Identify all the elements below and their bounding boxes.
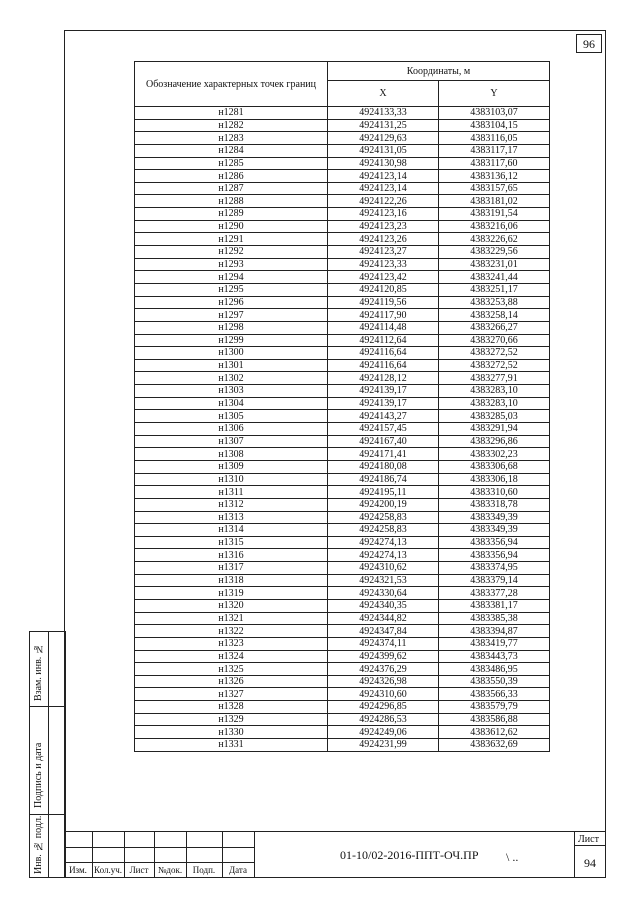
point-name-cell: н1284 xyxy=(135,144,328,157)
x-cell: 4924119,56 xyxy=(328,296,439,309)
point-name-cell: н1330 xyxy=(135,726,328,739)
table-row xyxy=(135,486,550,499)
point-name-cell: н1295 xyxy=(135,283,328,296)
table-row xyxy=(135,220,550,233)
y-cell: 4383296,86 xyxy=(439,435,550,448)
table-row xyxy=(135,334,550,347)
header-point-name: Обозначение характерных точек границ xyxy=(135,62,328,107)
x-cell: 4924120,85 xyxy=(328,283,439,296)
stamp-label-data: Дата xyxy=(229,865,247,875)
x-cell: 4924114,48 xyxy=(328,321,439,334)
point-name-cell: н1328 xyxy=(135,701,328,714)
table-row xyxy=(135,170,550,183)
x-cell: 4924133,33 xyxy=(328,107,439,120)
point-name-cell: н1289 xyxy=(135,208,328,221)
table-row xyxy=(135,423,550,436)
x-cell: 4924310,62 xyxy=(328,562,439,575)
x-cell: 4924274,13 xyxy=(328,549,439,562)
table-row xyxy=(135,726,550,739)
coordinates-table xyxy=(134,61,550,752)
point-name-cell: н1298 xyxy=(135,321,328,334)
x-cell: 4924258,83 xyxy=(328,524,439,537)
table-row xyxy=(135,233,550,246)
y-cell: 4383291,94 xyxy=(439,423,550,436)
stamp-label-izm: Изм. xyxy=(69,865,87,875)
point-name-cell: н1304 xyxy=(135,397,328,410)
y-cell: 4383266,27 xyxy=(439,321,550,334)
point-name-cell: н1293 xyxy=(135,258,328,271)
point-name-cell: н1291 xyxy=(135,233,328,246)
table-row xyxy=(135,410,550,423)
table-row xyxy=(135,612,550,625)
point-name-cell: н1312 xyxy=(135,498,328,511)
x-cell: 4924123,27 xyxy=(328,246,439,259)
x-cell: 4924123,14 xyxy=(328,170,439,183)
side-label-podpis: Подпись и дата xyxy=(33,742,44,808)
list-number: 94 xyxy=(584,856,596,870)
x-cell: 4924186,74 xyxy=(328,473,439,486)
stamp-label-ndok: №док. xyxy=(157,865,183,875)
x-cell: 4924143,27 xyxy=(328,410,439,423)
x-cell: 4924131,05 xyxy=(328,144,439,157)
x-cell: 4924130,98 xyxy=(328,157,439,170)
x-cell: 4924231,99 xyxy=(328,739,439,752)
y-cell: 4383379,14 xyxy=(439,574,550,587)
x-cell: 4924274,13 xyxy=(328,536,439,549)
table-row xyxy=(135,321,550,334)
header-coordinates: Координаты, м xyxy=(328,62,550,81)
y-cell: 4383612,62 xyxy=(439,726,550,739)
y-cell: 4383136,12 xyxy=(439,170,550,183)
point-name-cell: н1283 xyxy=(135,132,328,145)
y-cell: 4383283,10 xyxy=(439,385,550,398)
point-name-cell: н1310 xyxy=(135,473,328,486)
point-name-cell: н1282 xyxy=(135,119,328,132)
table-row xyxy=(135,675,550,688)
table-row xyxy=(135,309,550,322)
side-label-inv: Инв. № подл. xyxy=(33,815,44,874)
table-row xyxy=(135,397,550,410)
point-name-cell: н1286 xyxy=(135,170,328,183)
point-name-cell: н1331 xyxy=(135,739,328,752)
x-cell: 4924123,33 xyxy=(328,258,439,271)
point-name-cell: н1329 xyxy=(135,713,328,726)
table-body xyxy=(135,107,550,752)
y-cell: 4383251,17 xyxy=(439,283,550,296)
point-name-cell: н1281 xyxy=(135,107,328,120)
point-name-cell: н1327 xyxy=(135,688,328,701)
x-cell: 4924131,25 xyxy=(328,119,439,132)
point-name-cell: н1302 xyxy=(135,372,328,385)
table-row xyxy=(135,688,550,701)
x-cell: 4924200,19 xyxy=(328,498,439,511)
x-cell: 4924128,12 xyxy=(328,372,439,385)
table-row xyxy=(135,195,550,208)
y-cell: 4383253,88 xyxy=(439,296,550,309)
header-x: X xyxy=(328,81,439,107)
y-cell: 4383157,65 xyxy=(439,182,550,195)
x-cell: 4924116,64 xyxy=(328,347,439,360)
y-cell: 4383277,91 xyxy=(439,372,550,385)
x-cell: 4924195,11 xyxy=(328,486,439,499)
y-cell: 4383306,68 xyxy=(439,460,550,473)
y-cell: 4383229,56 xyxy=(439,246,550,259)
y-cell: 4383374,95 xyxy=(439,562,550,575)
y-cell: 4383117,60 xyxy=(439,157,550,170)
point-name-cell: н1309 xyxy=(135,460,328,473)
y-cell: 4383356,94 xyxy=(439,536,550,549)
point-name-cell: н1325 xyxy=(135,663,328,676)
y-cell: 4383258,14 xyxy=(439,309,550,322)
point-name-cell: н1306 xyxy=(135,423,328,436)
y-cell: 4383394,87 xyxy=(439,625,550,638)
table-row xyxy=(135,650,550,663)
point-name-cell: н1297 xyxy=(135,309,328,322)
table-row xyxy=(135,359,550,372)
y-cell: 4383579,79 xyxy=(439,701,550,714)
table-row xyxy=(135,208,550,221)
table-row xyxy=(135,574,550,587)
y-cell: 4383216,06 xyxy=(439,220,550,233)
y-cell: 4383272,52 xyxy=(439,359,550,372)
x-cell: 4924139,17 xyxy=(328,385,439,398)
point-name-cell: н1316 xyxy=(135,549,328,562)
point-name-cell: н1314 xyxy=(135,524,328,537)
point-name-cell: н1319 xyxy=(135,587,328,600)
point-name-cell: н1322 xyxy=(135,625,328,638)
y-cell: 4383285,03 xyxy=(439,410,550,423)
point-name-cell: н1287 xyxy=(135,182,328,195)
y-cell: 4383181,02 xyxy=(439,195,550,208)
y-cell: 4383117,17 xyxy=(439,144,550,157)
y-cell: 4383566,33 xyxy=(439,688,550,701)
table-row xyxy=(135,132,550,145)
y-cell: 4383226,62 xyxy=(439,233,550,246)
x-cell: 4924123,16 xyxy=(328,208,439,221)
x-cell: 4924123,14 xyxy=(328,182,439,195)
x-cell: 4924167,40 xyxy=(328,435,439,448)
table-row xyxy=(135,562,550,575)
point-name-cell: н1300 xyxy=(135,347,328,360)
x-cell: 4924123,26 xyxy=(328,233,439,246)
table-row xyxy=(135,637,550,650)
x-cell: 4924117,90 xyxy=(328,309,439,322)
y-cell: 4383349,39 xyxy=(439,524,550,537)
y-cell: 4383306,18 xyxy=(439,473,550,486)
point-name-cell: н1321 xyxy=(135,612,328,625)
point-name-cell: н1299 xyxy=(135,334,328,347)
table-row xyxy=(135,119,550,132)
point-name-cell: н1315 xyxy=(135,536,328,549)
table-row xyxy=(135,739,550,752)
y-cell: 4383270,66 xyxy=(439,334,550,347)
stamp-label-list: Лист xyxy=(129,865,149,875)
point-name-cell: н1288 xyxy=(135,195,328,208)
table-row xyxy=(135,448,550,461)
point-name-cell: н1303 xyxy=(135,385,328,398)
table-row xyxy=(135,713,550,726)
point-name-cell: н1308 xyxy=(135,448,328,461)
y-cell: 4383486,95 xyxy=(439,663,550,676)
list-label: Лист xyxy=(578,834,599,845)
table-row xyxy=(135,587,550,600)
point-name-cell: н1317 xyxy=(135,562,328,575)
table-row xyxy=(135,524,550,537)
stamp-label-koluch: Кол.уч. xyxy=(94,865,122,875)
handwritten-mark: \ .. xyxy=(506,850,519,864)
header-y: Y xyxy=(439,81,550,107)
table-row xyxy=(135,599,550,612)
x-cell: 4924258,83 xyxy=(328,511,439,524)
x-cell: 4924123,23 xyxy=(328,220,439,233)
table-row xyxy=(135,296,550,309)
table-row xyxy=(135,549,550,562)
table-row xyxy=(135,498,550,511)
y-cell: 4383349,39 xyxy=(439,511,550,524)
table-row xyxy=(135,283,550,296)
table-row xyxy=(135,347,550,360)
table-row xyxy=(135,157,550,170)
x-cell: 4924330,64 xyxy=(328,587,439,600)
table-row xyxy=(135,144,550,157)
table-row xyxy=(135,385,550,398)
y-cell: 4383283,10 xyxy=(439,397,550,410)
table-row xyxy=(135,701,550,714)
point-name-cell: н1285 xyxy=(135,157,328,170)
x-cell: 4924347,84 xyxy=(328,625,439,638)
table-row xyxy=(135,460,550,473)
x-cell: 4924249,06 xyxy=(328,726,439,739)
table-row xyxy=(135,271,550,284)
x-cell: 4924286,53 xyxy=(328,713,439,726)
y-cell: 4383419,77 xyxy=(439,637,550,650)
table-row xyxy=(135,511,550,524)
table-row xyxy=(135,536,550,549)
point-name-cell: н1305 xyxy=(135,410,328,423)
sheet-number-top: 96 xyxy=(576,34,602,53)
point-name-cell: н1320 xyxy=(135,599,328,612)
document-code: 01-10/02-2016-ППТ-ОЧ.ПР xyxy=(340,848,479,862)
y-cell: 4383318,78 xyxy=(439,498,550,511)
point-name-cell: н1296 xyxy=(135,296,328,309)
point-name-cell: н1292 xyxy=(135,246,328,259)
x-cell: 4924171,41 xyxy=(328,448,439,461)
x-cell: 4924157,45 xyxy=(328,423,439,436)
x-cell: 4924326,98 xyxy=(328,675,439,688)
y-cell: 4383116,05 xyxy=(439,132,550,145)
y-cell: 4383381,17 xyxy=(439,599,550,612)
y-cell: 4383104,15 xyxy=(439,119,550,132)
point-name-cell: н1318 xyxy=(135,574,328,587)
y-cell: 4383103,07 xyxy=(439,107,550,120)
point-name-cell: н1294 xyxy=(135,271,328,284)
table-row xyxy=(135,182,550,195)
side-label-vzam: Взам. инв. № xyxy=(33,643,44,701)
y-cell: 4383385,38 xyxy=(439,612,550,625)
title-block xyxy=(64,831,606,878)
x-cell: 4924340,35 xyxy=(328,599,439,612)
x-cell: 4924123,42 xyxy=(328,271,439,284)
table-row xyxy=(135,663,550,676)
x-cell: 4924129,63 xyxy=(328,132,439,145)
y-cell: 4383241,44 xyxy=(439,271,550,284)
x-cell: 4924139,17 xyxy=(328,397,439,410)
table-row xyxy=(135,435,550,448)
point-name-cell: н1307 xyxy=(135,435,328,448)
x-cell: 4924116,64 xyxy=(328,359,439,372)
table-row xyxy=(135,372,550,385)
table-row xyxy=(135,246,550,259)
point-name-cell: н1324 xyxy=(135,650,328,663)
x-cell: 4924296,85 xyxy=(328,701,439,714)
y-cell: 4383191,54 xyxy=(439,208,550,221)
x-cell: 4924374,11 xyxy=(328,637,439,650)
x-cell: 4924112,64 xyxy=(328,334,439,347)
x-cell: 4924122,26 xyxy=(328,195,439,208)
table-row xyxy=(135,473,550,486)
y-cell: 4383377,28 xyxy=(439,587,550,600)
stamp-label-podp: Подп. xyxy=(192,865,216,875)
y-cell: 4383302,23 xyxy=(439,448,550,461)
point-name-cell: н1311 xyxy=(135,486,328,499)
point-name-cell: н1301 xyxy=(135,359,328,372)
x-cell: 4924310,60 xyxy=(328,688,439,701)
y-cell: 4383356,94 xyxy=(439,549,550,562)
y-cell: 4383550,39 xyxy=(439,675,550,688)
x-cell: 4924399,62 xyxy=(328,650,439,663)
table-row xyxy=(135,625,550,638)
x-cell: 4924321,53 xyxy=(328,574,439,587)
x-cell: 4924376,29 xyxy=(328,663,439,676)
table-row xyxy=(135,107,550,120)
y-cell: 4383632,69 xyxy=(439,739,550,752)
y-cell: 4383586,88 xyxy=(439,713,550,726)
point-name-cell: н1326 xyxy=(135,675,328,688)
y-cell: 4383272,52 xyxy=(439,347,550,360)
x-cell: 4924344,82 xyxy=(328,612,439,625)
point-name-cell: н1290 xyxy=(135,220,328,233)
table-row xyxy=(135,258,550,271)
point-name-cell: н1323 xyxy=(135,637,328,650)
y-cell: 4383443,73 xyxy=(439,650,550,663)
x-cell: 4924180,08 xyxy=(328,460,439,473)
point-name-cell: н1313 xyxy=(135,511,328,524)
y-cell: 4383231,01 xyxy=(439,258,550,271)
y-cell: 4383310,60 xyxy=(439,486,550,499)
